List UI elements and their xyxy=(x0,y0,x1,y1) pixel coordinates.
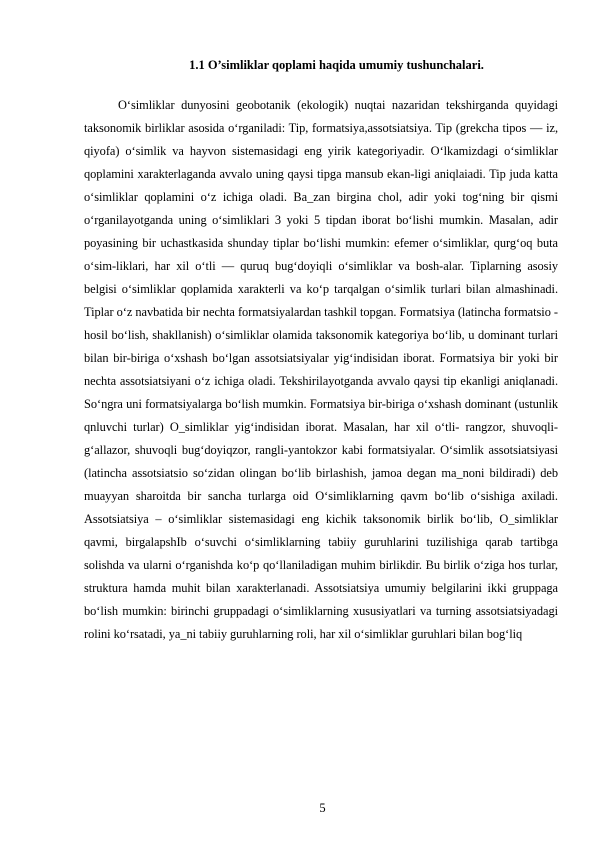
page-number xyxy=(0,800,595,816)
section-title-text: 1.1 O’simliklar qoplami haqida umumiy tushunchalari. xyxy=(189,58,484,72)
section-title xyxy=(0,57,595,73)
page-number-text: 5 xyxy=(319,801,326,815)
body-paragraph: O‘simliklar dunyosini geobotanik (ekologik) nuqtai nazaridan tekshirganda quyidagi taksonomik birliklar asosida o‘rganiladi: Tip, formatsiya,assotsiatsiya. Tip (grekcha tipos — iz, qiyofa) o‘simlik va hayvon sistemasidagi eng yirik kategoriyadir. O‘lkamizdagi o‘simliklar qoplamini xarakterlaganda avvalo uning qaysi tipga mansub ekan-ligi aniqlaiadi. Tip juda katta o‘simliklar qoplamini o‘z ichiga oladi. Ba_zan birgina chol, adir yoki tog‘ning bir qismi o‘rganilayotganda uning o‘simliklari 3 yoki 5 tipdan iborat bo‘lishi mumkin. Masalan, adir poyasining bir uchastkasida shunday tiplar bo‘lishi mumkin: efemer o‘simliklar, qurg‘oq buta o‘sim-liklari, har xil o‘tli — quruq bug‘doyiqli o‘simliklar va bosh-alar. Tiplarning asosiy belgisi o‘simliklar qoplamida xarakterli va ko‘p tarqalgan o‘simlik turlari bilan almashinadi. Tiplar o‘z navbatida bir nechta formatsiyalardan tashkil topgan. Formatsiya (latincha formatsio - hosil bo‘lish, shakllanish) o‘simliklar olamida taksonomik kategoriya bo‘lib, u dominant turlari bilan bir-biriga o‘xshash bo‘lgan assotsiatsiyalar yig‘indisidan iborat. Formatsiya bir yoki bir nechta assotsiatsiyani o‘z ichiga oladi. Tekshirilayotganda avvalo qaysi tip ekanligi aniqlanadi. So‘ngra uni formatsiyalarga bo‘lish mumkin. Formatsiya bir-biriga o‘xshash dominant (ustunlik qnluvchi turlar) O_simliklar yig‘indisidan iborat. Masalan, har xil o‘tli- rangzor, shuvoqli-g‘allazor, shuvoqli bug‘doyiqzor, rangli-yantokzor kabi formatsiyalar. O‘simlik assotsiatsiyasi (latincha assotsiatsio so‘zidan olingan bo‘lib birlashish, jamoa degan ma_noni bildiradi) deb muayyan sharoitda bir sancha turlarga oid O‘simliklarning qavm bo‘lib o‘sishiga axiladi. Assotsiatsiya – o‘simliklar sistemasidagi eng kichik taksonomik birlik bo‘lib, O_simliklar qavmi, birgalapshIb o‘suvchi o‘simliklarning tabiiy guruhlarini tuzilishiga qarab tartibga solishda va ularni o‘rganishda ko‘p qo‘llaniladigan muhim birlikdir. Bu birlik o‘ziga hos turlar, struktura hamda muhit bilan xarakterlanadi. Assotsiatsiya umumiy belgilarini ikki gruppaga bo‘lish mumkin: birinchi gruppadagi o‘simliklarning xususiyatlari va turning assotsiatsiyadagi rolini ko‘rsatadi, ya_ni tabiiy guruhlarning roli, har xil o‘simliklar guruhlari bilan bog‘liq xyxy=(84,98,558,641)
